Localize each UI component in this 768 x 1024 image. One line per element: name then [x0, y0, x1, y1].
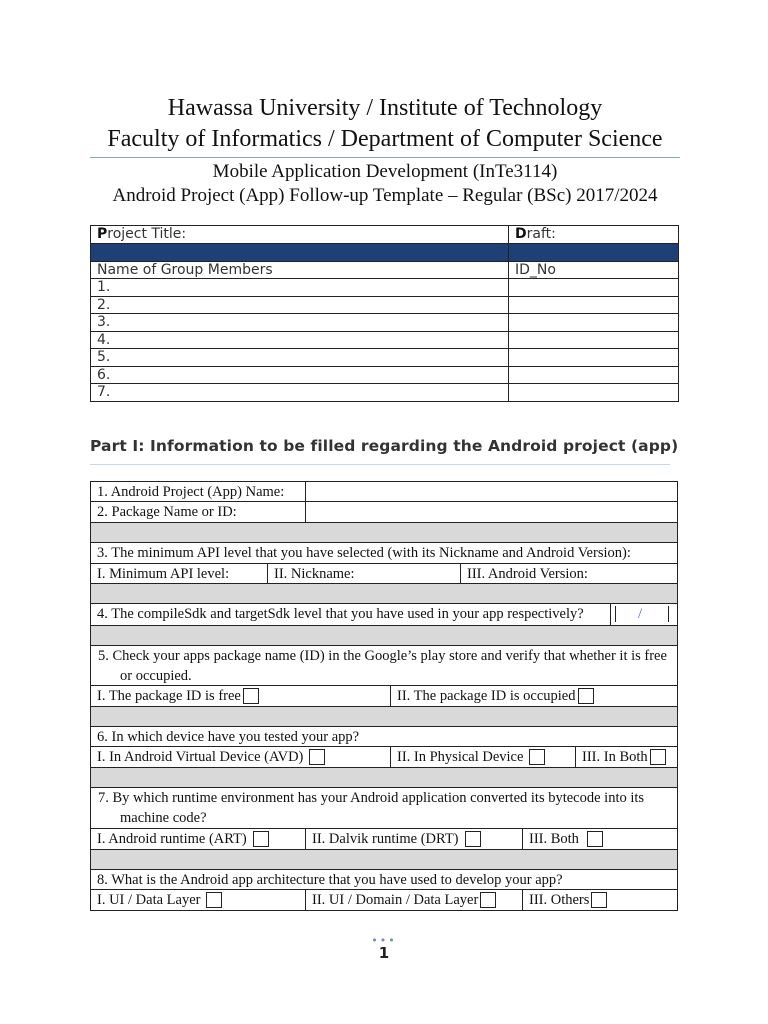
sdk-fields — [610, 604, 677, 625]
option-occupied: II. The package ID is occupied — [390, 686, 677, 706]
table-row — [91, 279, 679, 297]
checkbox-both-devices[interactable] — [650, 749, 666, 765]
option-ui-data: I. UI / Data Layer — [91, 890, 305, 910]
q2-label: 2. Package Name or ID: — [97, 504, 237, 520]
table-row — [91, 366, 679, 384]
q7-label: 7. By which runtime environment has your Android application converted its bytecode into its machine code? — [98, 790, 645, 826]
member-name-cell[interactable]: 2. — [91, 296, 509, 314]
q8-row — [90, 870, 678, 890]
template-title: Android Project (App) Follow-up Template – Regular (BSc) 2017/2024 — [112, 185, 658, 206]
android-version-field[interactable]: III. Android Version: — [460, 564, 677, 583]
option-avd: I. In Android Virtual Device (AVD) — [91, 747, 390, 767]
gray-separator — [90, 523, 678, 543]
q5-label: 5. Check your apps package name (ID) in the Google’s play store and verify that whether it is free or occupied. — [98, 648, 667, 684]
nickname-field[interactable]: II. Nickname: — [267, 564, 460, 583]
gray-separator — [90, 626, 678, 646]
draft-cell[interactable]: Draft: — [509, 226, 679, 244]
gray-separator — [90, 850, 678, 870]
checkbox-others[interactable] — [591, 892, 607, 908]
checkbox-ui-data[interactable] — [206, 892, 222, 908]
checkbox-free[interactable] — [243, 688, 259, 704]
option-both-runtimes: III. Both — [522, 829, 677, 849]
members-header: Name of Group Members — [91, 261, 509, 279]
department-title: Faculty of Informatics / Department of Computer Science — [107, 126, 663, 152]
table-row — [91, 384, 679, 402]
compile-sdk-field[interactable] — [615, 606, 668, 622]
member-name-cell[interactable]: 7. — [91, 384, 509, 402]
header-divider — [90, 157, 680, 158]
part1-heading: Part I: Information to be filled regarding the Android project (app) — [90, 437, 679, 455]
option-art: I. Android runtime (ART) — [91, 829, 305, 849]
sdk-separator: / — [638, 606, 643, 622]
checkbox-occupied[interactable] — [578, 688, 594, 704]
q5-row — [90, 646, 678, 686]
gray-separator — [90, 768, 678, 788]
project-members-table — [90, 225, 679, 402]
member-id-cell[interactable] — [509, 349, 679, 367]
checkbox-drt[interactable] — [465, 831, 481, 847]
q4-label: 4. The compileSdk and targetSdk level that you have used in your app respectively? — [97, 606, 584, 622]
app-name-field[interactable] — [305, 482, 677, 501]
option-ui-domain-data: II. UI / Domain / Data Layer — [305, 890, 522, 910]
checkbox-art[interactable] — [253, 831, 269, 847]
project-title-cell[interactable]: Project Title: — [91, 226, 509, 244]
min-api-field[interactable]: I. Minimum API level: — [97, 566, 230, 582]
q7-answers-row — [90, 829, 678, 850]
table-row — [91, 349, 679, 367]
gray-separator — [90, 707, 678, 727]
package-id-field[interactable] — [305, 502, 677, 522]
q5-answers-row — [90, 686, 678, 707]
member-name-cell[interactable]: 5. — [91, 349, 509, 367]
q6-answers-row — [90, 747, 678, 768]
table-row — [91, 296, 679, 314]
q3-label: 3. The minimum API level that you have selected (with its Nickname and Android Version): — [97, 545, 631, 561]
q6-label: 6. In which device have you tested your app? — [97, 729, 360, 745]
member-id-cell[interactable] — [509, 279, 679, 297]
members-header-row — [91, 261, 679, 279]
checkbox-ui-domain-data[interactable] — [480, 892, 496, 908]
member-id-cell[interactable] — [509, 331, 679, 349]
table-row — [91, 331, 679, 349]
id-header: ID_No — [509, 261, 679, 279]
project-title-row — [91, 226, 679, 244]
member-id-cell[interactable] — [509, 296, 679, 314]
checkbox-physical[interactable] — [529, 749, 545, 765]
member-id-cell[interactable] — [509, 314, 679, 332]
member-name-cell[interactable]: 4. — [91, 331, 509, 349]
checkbox-both-runtimes[interactable] — [587, 831, 603, 847]
q4-row — [90, 604, 678, 626]
footer-dots-icon: ••• — [371, 934, 397, 947]
q2-row — [90, 502, 678, 523]
page-number: 1 — [378, 944, 390, 962]
q8-answers-row — [90, 890, 678, 911]
part1-divider — [90, 464, 670, 465]
q6-row — [90, 727, 678, 747]
gray-separator — [90, 584, 678, 604]
checkbox-avd[interactable] — [309, 749, 325, 765]
option-physical: II. In Physical Device — [390, 747, 575, 767]
android-project-form — [90, 481, 678, 911]
q7-row — [90, 788, 678, 829]
table-separator-bar — [91, 243, 679, 261]
q8-label: 8. What is the Android app architecture that you have used to develop your app? — [97, 872, 563, 888]
q3-answers-row — [90, 564, 678, 584]
q3-row — [90, 543, 678, 564]
member-name-cell[interactable]: 3. — [91, 314, 509, 332]
table-row — [91, 314, 679, 332]
member-name-cell[interactable]: 6. — [91, 366, 509, 384]
option-free: I. The package ID is free — [91, 686, 390, 706]
q1-row — [90, 481, 678, 502]
target-sdk-field[interactable] — [668, 606, 674, 622]
course-title: Mobile Application Development (InTe3114) — [212, 161, 558, 182]
university-title: Hawassa University / Institute of Technology — [167, 95, 603, 121]
option-both-devices: III. In Both — [575, 747, 677, 767]
q1-label: 1. Android Project (App) Name: — [97, 484, 285, 500]
member-id-cell[interactable] — [509, 366, 679, 384]
member-id-cell[interactable] — [509, 384, 679, 402]
option-others: III. Others — [522, 890, 677, 910]
member-name-cell[interactable]: 1. — [91, 279, 509, 297]
option-drt: II. Dalvik runtime (DRT) — [305, 829, 522, 849]
